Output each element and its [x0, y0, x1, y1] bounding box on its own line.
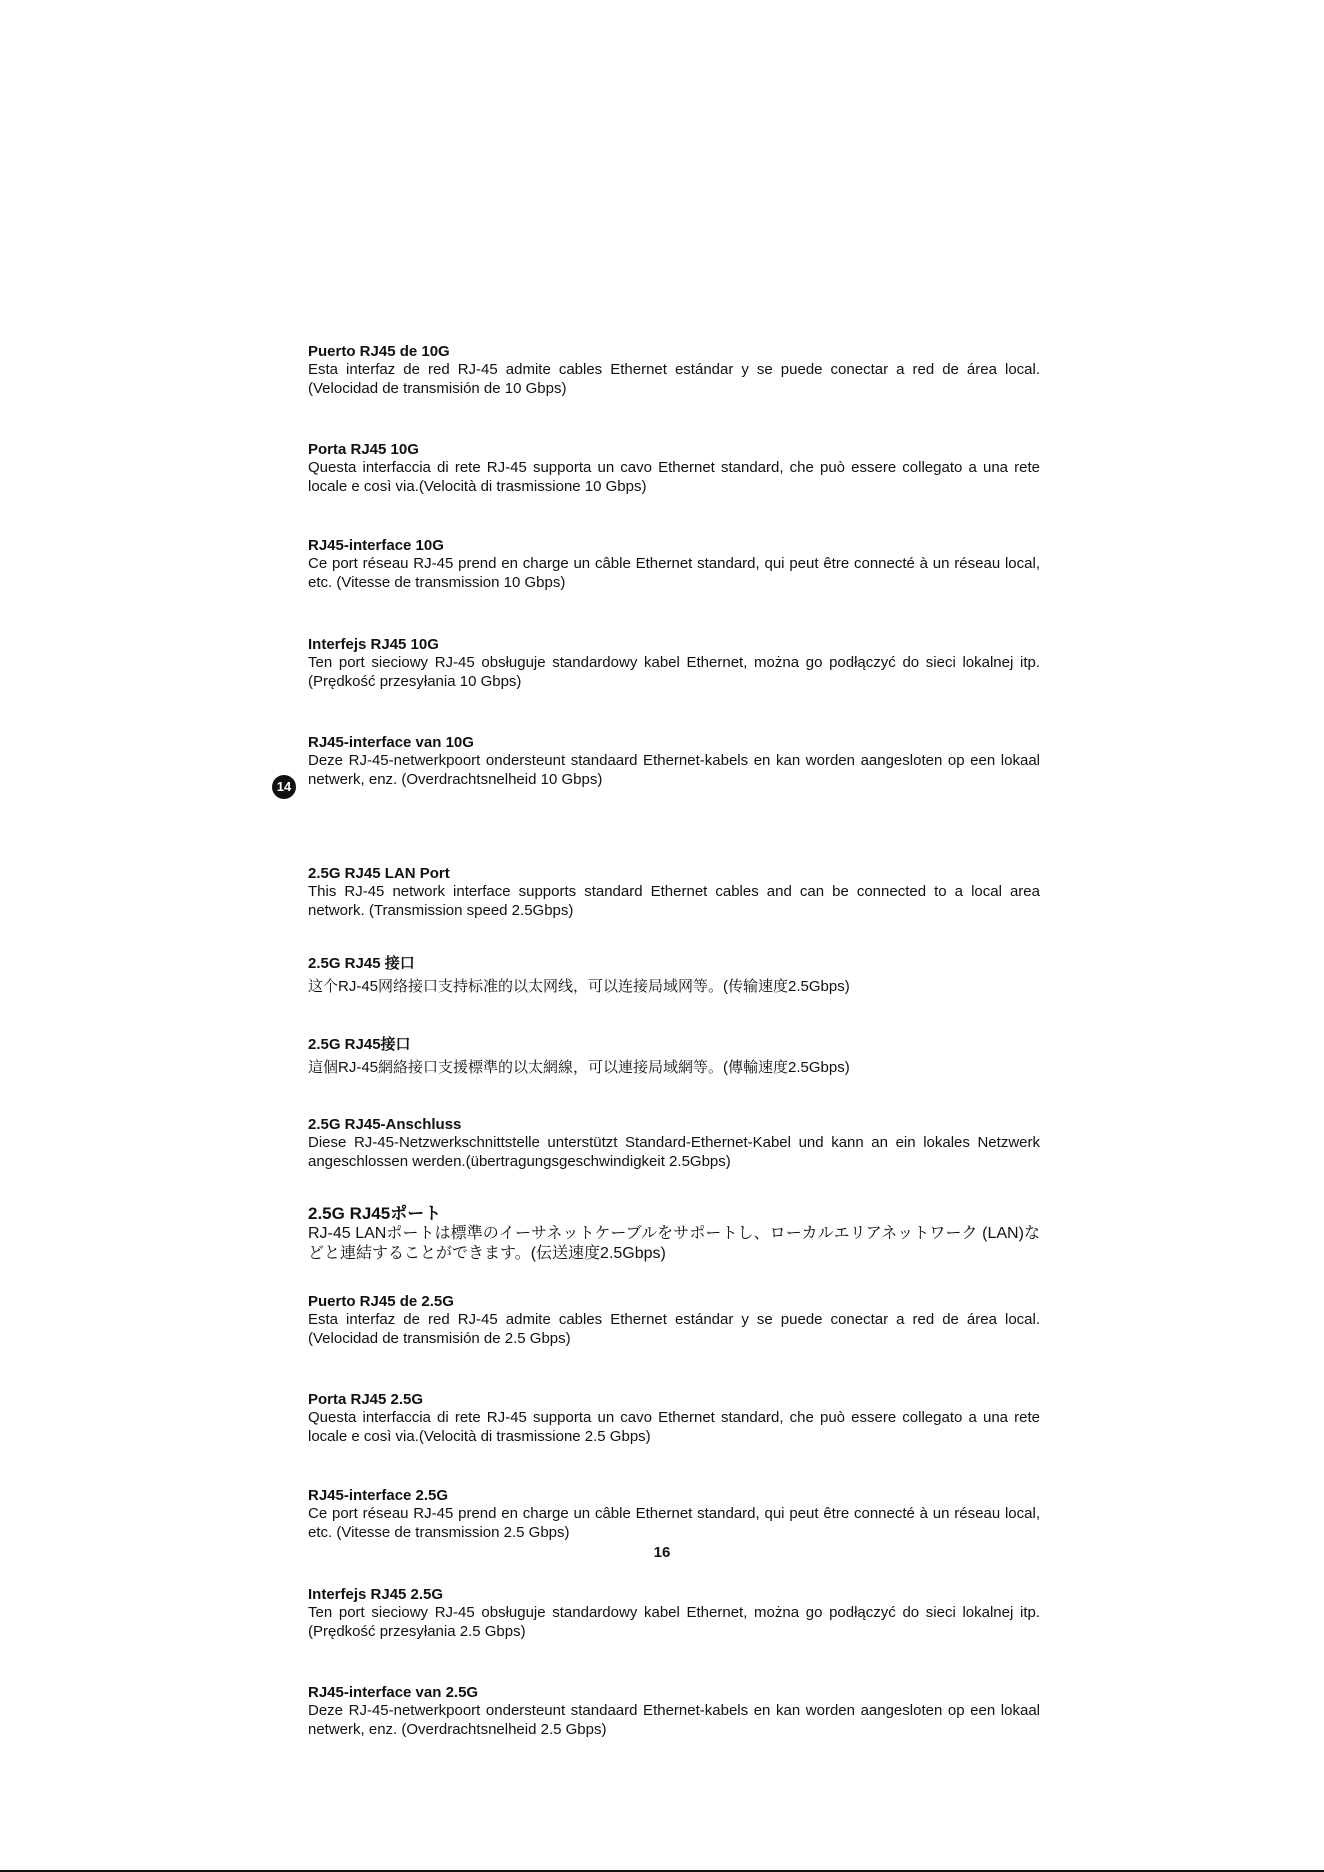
section-block-fr-10g: [308, 536, 1040, 592]
section-text: Questa interfaccia di rete RJ-45 supporta un cavo Ethernet standard, che può essere collegato a una rete locale e così via.(Velocità di trasmissione 2.5 Gbps): [308, 1409, 1040, 1445]
section-number-badge: 14: [272, 775, 296, 799]
section-heading: Porta RJ45 10G: [308, 441, 419, 458]
section-heading: Puerto RJ45 de 2.5G: [308, 1293, 454, 1310]
section-text: This RJ-45 network interface supports standard Ethernet cables and can be connected to a local area network. (Transmission speed 2.5Gbps): [308, 883, 1040, 919]
section-heading: 2.5G RJ45-Anschluss: [308, 1116, 462, 1133]
section-block-zh-hant-2-5g: [308, 1035, 1040, 1077]
section-block-en-2-5g: [308, 864, 1040, 920]
section-block-es-2-5g: [308, 1292, 1040, 1348]
section-text: Questa interfaccia di rete RJ-45 supporta un cavo Ethernet standard, che può essere collegato a una rete locale e così via.(Velocità di trasmissione 10 Gbps): [308, 459, 1040, 495]
section-text: Ce port réseau RJ-45 prend en charge un câble Ethernet standard, qui peut être connecté à un réseau local, etc. (Vitesse de transmission 2.5 Gbps): [308, 1505, 1040, 1541]
section-heading: RJ45-interface van 2.5G: [308, 1684, 479, 1701]
section-text: Esta interfaz de red RJ-45 admite cables Ethernet estándar y se puede conectar a red de área local. (Velocidad de transmisión de 2.5 Gbps): [308, 1311, 1040, 1347]
section-heading: Interfejs RJ45 2.5G: [308, 1586, 444, 1603]
section-heading: Porta RJ45 2.5G: [308, 1391, 424, 1408]
section-heading: Puerto RJ45 de 10G: [308, 343, 450, 360]
section-text: Ten port sieciowy RJ-45 obsługuje standardowy kabel Ethernet, można go podłączyć do sieci lokalnej itp. (Prędkość przesyłania 10 Gbps): [308, 654, 1040, 690]
section-heading: RJ45-interface 2.5G: [308, 1487, 449, 1504]
section-text: Ce port réseau RJ-45 prend en charge un câble Ethernet standard, qui peut être connecté à un réseau local, etc. (Vitesse de transmission 10 Gbps): [308, 555, 1040, 591]
section-text: Esta interfaz de red RJ-45 admite cables Ethernet estándar y se puede conectar a red de área local. (Velocidad de transmisión de 10 Gbps): [308, 361, 1040, 397]
section-text: Diese RJ-45-Netzwerkschnittstelle unterstützt Standard-Ethernet-Kabel und kann an ein lokales Netzwerk angeschlossen werden.(übertragungsgeschwindigkeit 2.5Gbps): [308, 1134, 1040, 1170]
section-text: 這個RJ-45網絡接口支援標準的以太網線，可以連接局域網等。(傳輸速度2.5Gbps): [308, 1059, 850, 1076]
section-heading: RJ45-interface 10G: [308, 537, 444, 554]
section-block-es-10g: [308, 342, 1040, 398]
section-text: 这个RJ-45网络接口支持标准的以太网线，可以连接局域网等。(传输速度2.5Gbps): [308, 978, 850, 995]
section-block-pl-10g: [308, 635, 1040, 691]
section-heading: 2.5G RJ45 接口: [308, 955, 415, 972]
section-block-nl-2-5g: [308, 1683, 1040, 1739]
page-content: [308, 342, 1040, 1739]
section-block-pl-2-5g: [308, 1585, 1040, 1641]
section-heading: 2.5G RJ45 LAN Port: [308, 865, 450, 882]
section-block-nl-10g: [308, 733, 1040, 789]
section-heading: 2.5G RJ45接口: [308, 1036, 411, 1053]
section-block-fr-2-5g: [308, 1486, 1040, 1542]
section-block-ja-2-5g: [308, 1203, 1040, 1264]
section-block-it-10g: [308, 440, 1040, 496]
section-heading: Interfejs RJ45 10G: [308, 636, 439, 653]
section-heading: RJ45-interface van 10G: [308, 734, 474, 751]
section-block-zh-hans-2-5g: [308, 954, 1040, 996]
section-text: RJ-45 LANポートは標準のイーサネットケーブルをサポートし、ローカルエリアネットワーク (LAN)などと連結することができます。(伝送速度2.5Gbps): [308, 1225, 1040, 1262]
section-text: Ten port sieciowy RJ-45 obsługuje standardowy kabel Ethernet, można go podłączyć do sieci lokalnej itp. (Prędkość przesyłania 2.5 Gbps): [308, 1604, 1040, 1640]
section-block-de-2-5g: [308, 1115, 1040, 1171]
page-number: 16: [653, 1544, 671, 1561]
section-block-it-2-5g: [308, 1390, 1040, 1446]
section-text: Deze RJ-45-netwerkpoort ondersteunt standaard Ethernet-kabels en kan worden aangesloten op een lokaal netwerk, enz. (Overdrachtsnelheid 10 Gbps): [308, 752, 1040, 788]
section-heading: 2.5G RJ45ポート: [308, 1204, 442, 1223]
section-text: Deze RJ-45-netwerkpoort ondersteunt standaard Ethernet-kabels en kan worden aangesloten op een lokaal netwerk, enz. (Overdrachtsnelheid 2.5 Gbps): [308, 1702, 1040, 1738]
